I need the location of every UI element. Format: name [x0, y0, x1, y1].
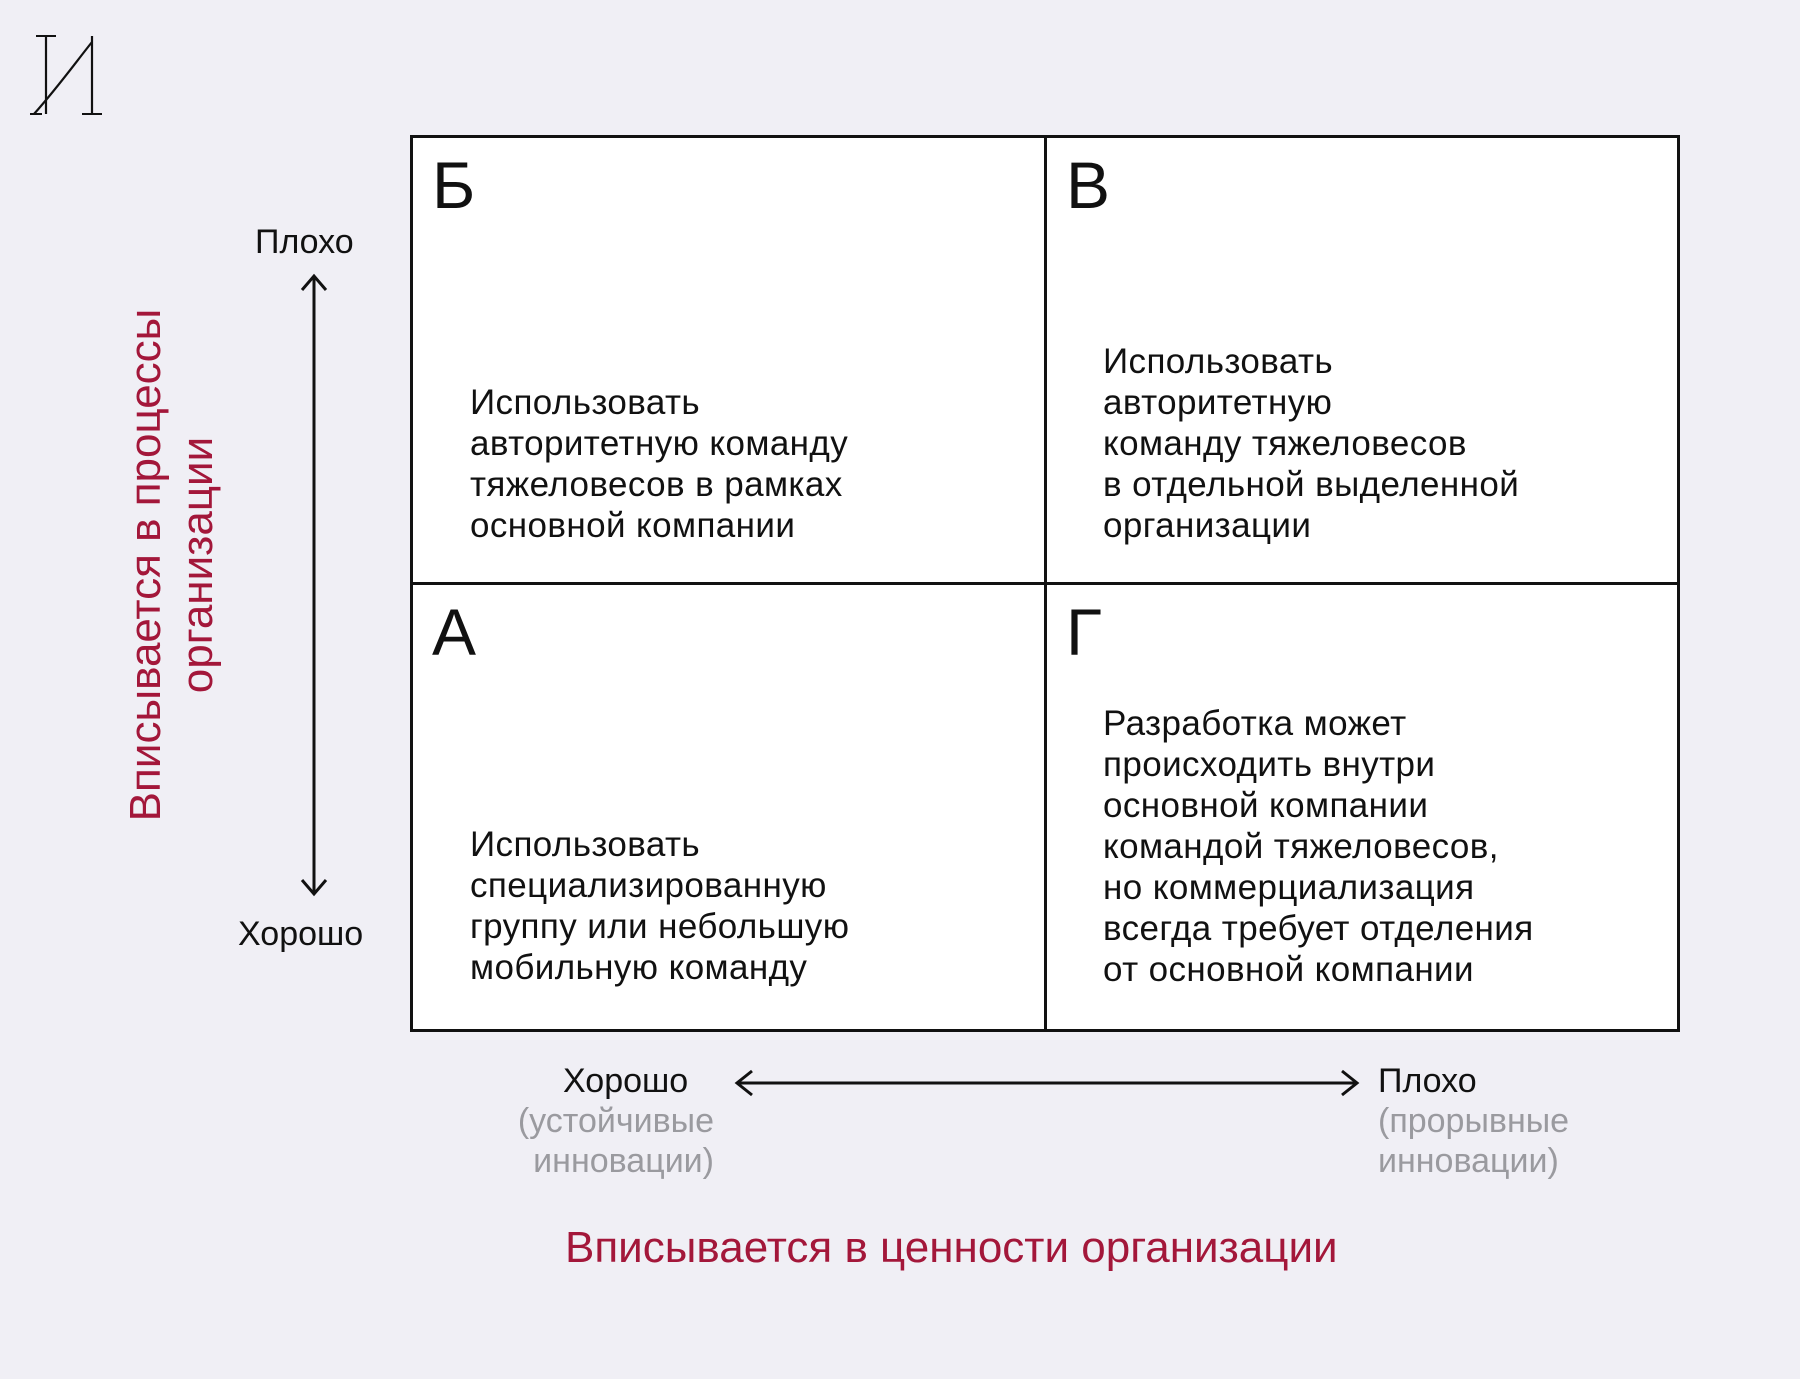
quadrant-text: [1103, 703, 1663, 990]
quadrant-text-line: авторитетную: [1103, 383, 1333, 422]
quadrant-b: [413, 138, 1044, 582]
y-axis-arrow-icon: [302, 276, 326, 894]
quadrant-letter: Б: [432, 148, 476, 222]
quadrant-text-line: но коммерциализация: [1103, 868, 1475, 907]
quadrant-text-line: специализированную: [470, 866, 827, 905]
quadrant-text-line: основной компании: [1103, 786, 1429, 825]
quadrant-g: [1047, 585, 1677, 1029]
y-axis-top-label: Плохо: [255, 223, 354, 261]
quadrant-text-line: всегда требует отделения: [1103, 909, 1534, 948]
quadrant-letter: Г: [1066, 595, 1102, 669]
quadrant-a: [413, 585, 1044, 1029]
quadrant-letter: А: [432, 595, 477, 669]
quadrant-text: [1103, 341, 1663, 546]
quadrant-text-line: авторитетную команду: [470, 424, 849, 463]
quadrant-text: [470, 382, 1030, 546]
quadrant-v: [1047, 138, 1677, 582]
x-axis-right-sub: [1378, 1101, 1638, 1181]
quadrant-text-line: мобильную команду: [470, 948, 808, 987]
quadrant-text-line: группу или небольшую: [470, 907, 850, 946]
x-axis-arrow-icon: [737, 1071, 1357, 1095]
x-axis-left-sub: [476, 1101, 714, 1181]
quadrant-text-line: Разработка может: [1103, 704, 1407, 743]
x-axis-right-label: Плохо: [1378, 1062, 1477, 1100]
quadrant-text-line: организации: [1103, 506, 1312, 545]
x-axis-title: Вписывается в ценности организации: [565, 1223, 1338, 1272]
quadrant-text: [470, 824, 1030, 988]
y-axis-bottom-label: Хорошо: [238, 915, 364, 953]
quadrant-text-line: Использовать: [1103, 342, 1334, 381]
quadrant-text-line: тяжеловесов в рамках: [470, 465, 843, 504]
quadrant-text-line: основной компании: [470, 506, 796, 545]
x-axis-right-sub-line2: инновации): [1378, 1142, 1559, 1180]
quadrant-text-line: командой тяжеловесов,: [1103, 827, 1499, 866]
quadrant-text-line: команду тяжеловесов: [1103, 424, 1467, 463]
y-axis-title-line2: организации: [173, 436, 222, 694]
y-axis-title-line1: Вписывается в процессы: [121, 308, 170, 822]
quadrant-text-line: происходить внутри: [1103, 745, 1436, 784]
matrix-grid: [410, 135, 1680, 1032]
x-axis-left-sub-line1: (устойчивые: [517, 1102, 714, 1140]
quadrant-text-line: от основной компании: [1103, 950, 1474, 989]
x-axis-right-sub-line1: (прорывные: [1378, 1102, 1570, 1140]
quadrant-text-line: в отдельной выделенной: [1103, 465, 1520, 504]
quadrant-letter: В: [1066, 148, 1111, 222]
quadrant-text-line: Использовать: [470, 825, 701, 864]
quadrant-text-line: Использовать: [470, 383, 701, 422]
x-axis-left-label: Хорошо: [563, 1062, 689, 1100]
x-axis-left-sub-line2: инновации): [533, 1142, 714, 1180]
